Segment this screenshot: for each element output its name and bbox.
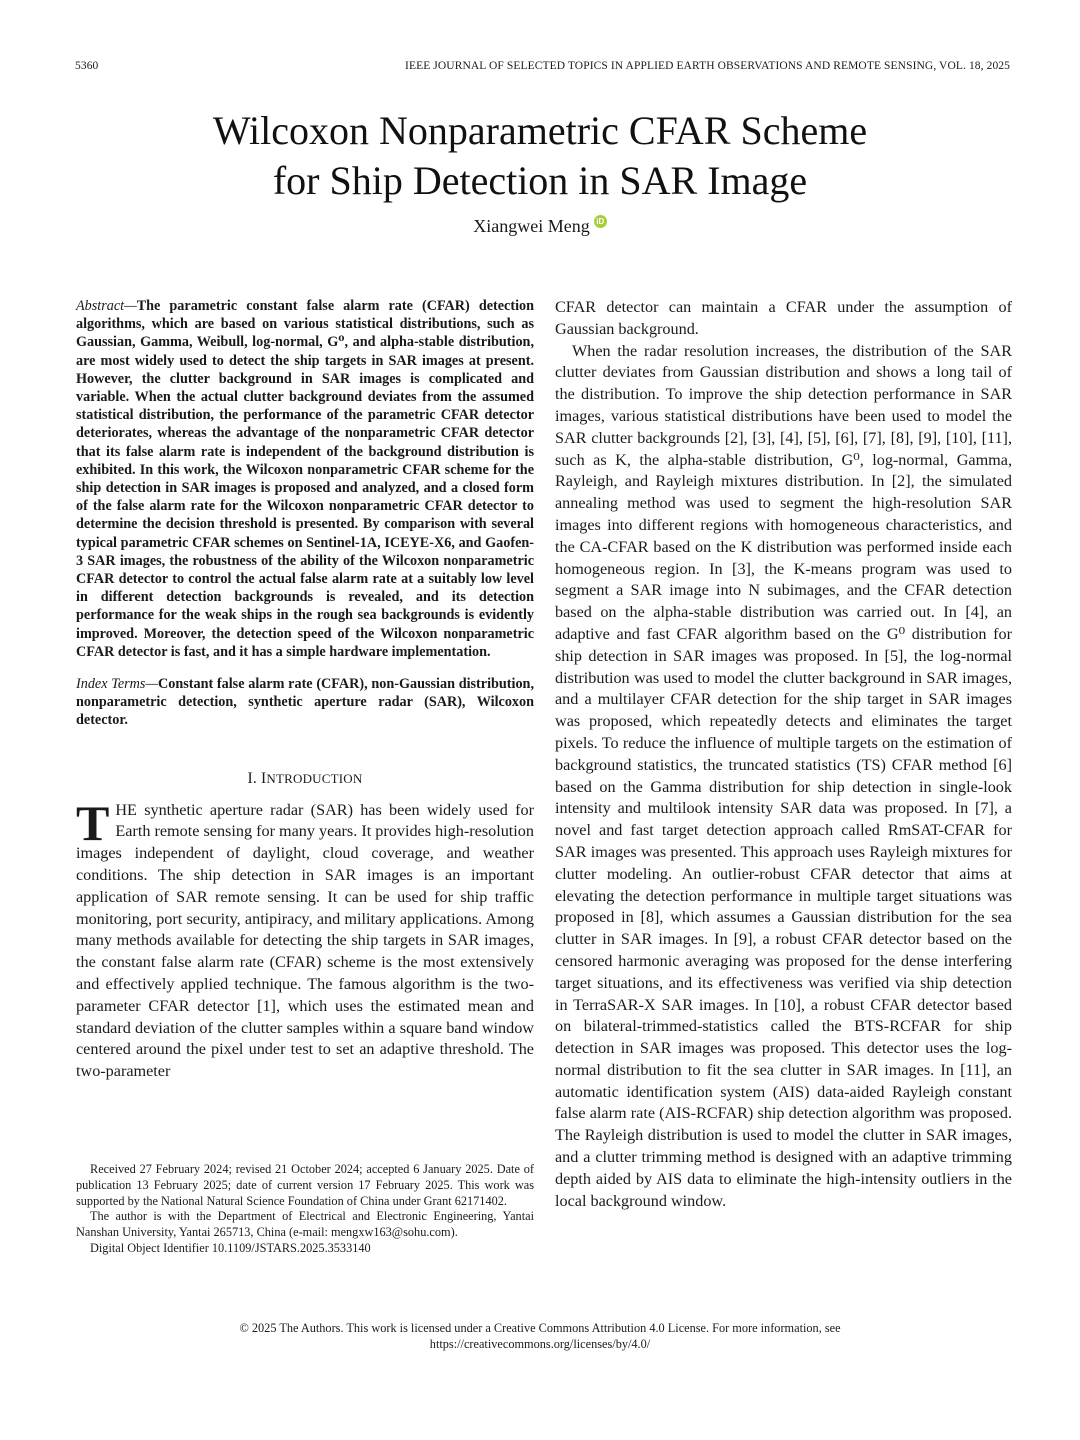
- license-link[interactable]: https://creativecommons.org/licenses/by/4.0/: [429, 1337, 651, 1351]
- section-title-first: I: [261, 769, 267, 787]
- page-number: 5360: [75, 60, 99, 72]
- right-paragraph-2: When the radar resolution increases, the distribution of the SAR clutter deviates from Gaussian distribution and shows a long tail of the distribution. To improve the ship detection performance in SAR images, various statistical distributions have been used to model the SAR clutter backgrounds [2], [3], [4], [5], [6], [7], [8], [9], [10], [11], such as K, the alpha-stable distribution, G⁰, log-normal, Gamma, Rayleigh, and Rayleigh mixtures distribution. In [2], the simulated annealing method was used to segment the high-resolution SAR images into different regions with homogeneous characteristics, and the CA-CFAR based on the K distribution was performed inside each homogeneous region. In [3], the K-means program was used to segment a SAR image into N subimages, and the CFAR detection based on the alpha-stable distribution was carried out. In [4], an adaptive and fast CFAR algorithm based on the G⁰ distribution for ship detection in SAR images was proposed. In [5], the log-normal distribution was used to model the clutter background in SAR images, and a multilayer CFAR detection for the ship target in SAR images was proposed, which repeatedly detects and eliminates the target pixels. To reduce the influence of multiple targets on the estimation of background statistics, the truncated statistics (TS) CFAR method [6] based on the Gamma distribution for ship detection in single-look intensity and multilook intensity SAR data was proposed. In [7], a novel and fast target detection approach called RmSAT-CFAR for SAR images was presented. This approach uses Rayleigh mixtures for clutter modeling. An outlier-robust CFAR detector that aims at elevating the detection performance in multiple target situations was proposed in [8], which assumes a Gaussian distribution for the sea clutter in SAR images. In [9], a robust CFAR detector based on the censored harmonic averaging was proposed for the dense interfering target situations, and its effectiveness was verified via ship detection in TerraSAR-X SAR images. In [10], a robust CFAR detector based on bilateral-trimmed-statistics called the BTS-RCFAR for ship detection in SAR images was proposed. This detector uses the log-normal distribution to fit the sea clutter in SAR images. In [11], an automatic identification system (AIS) data-aided Rayleigh constant false alarm rate (AIS-RCFAR) ship detection algorithm was proposed. The Rayleigh distribution is used to model the clutter in SAR images, and a clutter trimming method is designed with an adaptive trimming depth aided by AIS data to eliminate the high-intensity outliers in the local background window.: [555, 341, 1012, 1210]
- index-terms-text: Constant false alarm rate (CFAR), non-Gaussian distribution, nonparametric detection, synthetic aperture radar (SAR), Wilcoxon detector.: [76, 676, 534, 729]
- orcid-icon[interactable]: iD: [594, 215, 607, 228]
- index-terms: [76, 675, 534, 730]
- journal-name: IEEE JOURNAL OF SELECTED TOPICS IN APPLIED EARTH OBSERVATIONS AND REMOTE SENSING, VOL. 18, 2025: [405, 60, 1010, 72]
- abstract: [76, 297, 534, 661]
- title-block: [0, 106, 1080, 237]
- intro-text: HE synthetic aperture radar (SAR) has been widely used for Earth remote sensing for many years. It provides high-resolution images independent of daylight, cloud coverage, and weather conditions. The ship detection in SAR images is an important application of SAR remote sensing. It can be used for ship traffic monitoring, port security, antipiracy, and military applications. Among many methods available for detecting the ship targets in SAR images, the constant false alarm rate (CFAR) scheme is the most extensively and effectively applied technique. The famous algorithm is the two-parameter CFAR detector [1], which uses the estimated mean and standard deviation of the clutter samples within a square band window centered around the pixel under test to set an adaptive threshold. The two-parameter: [76, 800, 534, 1081]
- section-title-rest: NTRODUCTION: [266, 770, 363, 786]
- paper-title-line-1: Wilcoxon Nonparametric CFAR Scheme: [212, 108, 868, 153]
- index-terms-lead: Index Terms—: [76, 676, 159, 693]
- footnote-received: Received 27 February 2024; revised 21 October 2024; accepted 6 January 2025. Date of publication 13 February 2025; date of current version 17 February 2025. This work was supported by the National Natural Science Foundation of China under Grant 62171402.: [76, 1162, 534, 1208]
- abstract-text: The parametric constant false alarm rate (CFAR) detection algorithms, which are based on various statistical distributions, such as Gaussian, Gamma, Weibull, log-normal, G⁰, and alpha-stable distribution, are most widely used to detect the ship targets in SAR images at present. However, the clutter background in SAR images is complicated and variable. When the actual clutter background deviates from the assumed statistical distribution, the performance of the parametric CFAR detector deteriorates, whereas the advantage of the nonparametric CFAR detector that its false alarm rate is independent of the background distribution is exhibited. In this work, the Wilcoxon nonparametric CFAR scheme for the ship detection in SAR images is proposed and analyzed, and a closed form of the false alarm rate for the Wilcoxon nonparametric CFAR detector to determine the decision threshold is presented. By comparison with several typical parametric CFAR schemes on Sentinel-1A, ICEYE-X6, and Gaofen-3 SAR images, the robustness of the ability of the Wilcoxon nonparametric CFAR detector to control the actual false alarm rate at a suitably low level in different detection backgrounds is revealed, and its detection performance for the weak ships in the rough sea backgrounds is evidently improved. Moreover, the detection speed of the Wilcoxon nonparametric CFAR detector is fast, and it has a simple hardware implementation.: [76, 298, 534, 660]
- paper-title-line-2: for Ship Detection in SAR Image: [272, 158, 808, 203]
- author-name: Xiangwei Meng: [473, 216, 590, 236]
- footnote-affiliation: The author is with the Department of Electrical and Electronic Engineering, Yantai Nanshan University, Yantai 265713, China (e-mail: mengxw163@sohu.com).: [76, 1209, 534, 1240]
- section-heading: [76, 770, 534, 788]
- dropcap: T: [76, 794, 110, 851]
- footnote: [76, 1162, 534, 1257]
- copyright-notice: [0, 1320, 1080, 1352]
- copyright-line-1: © 2025 The Authors. This work is licensed under a Creative Commons Attribution 4.0 License. For more information, see: [239, 1321, 841, 1335]
- right-paragraph-1: CFAR detector can maintain a CFAR under the assumption of Gaussian background.: [555, 298, 1012, 338]
- right-column: [555, 297, 1012, 1212]
- paper-title: [0, 106, 1080, 206]
- footnote-doi: Digital Object Identifier 10.1109/JSTARS.2025.3533140: [90, 1240, 371, 1255]
- section-number: I.: [247, 769, 257, 787]
- intro-paragraph-1: [76, 794, 534, 1083]
- author-line: [473, 216, 606, 237]
- abstract-lead: Abstract—: [76, 298, 137, 314]
- left-column: [76, 297, 534, 1083]
